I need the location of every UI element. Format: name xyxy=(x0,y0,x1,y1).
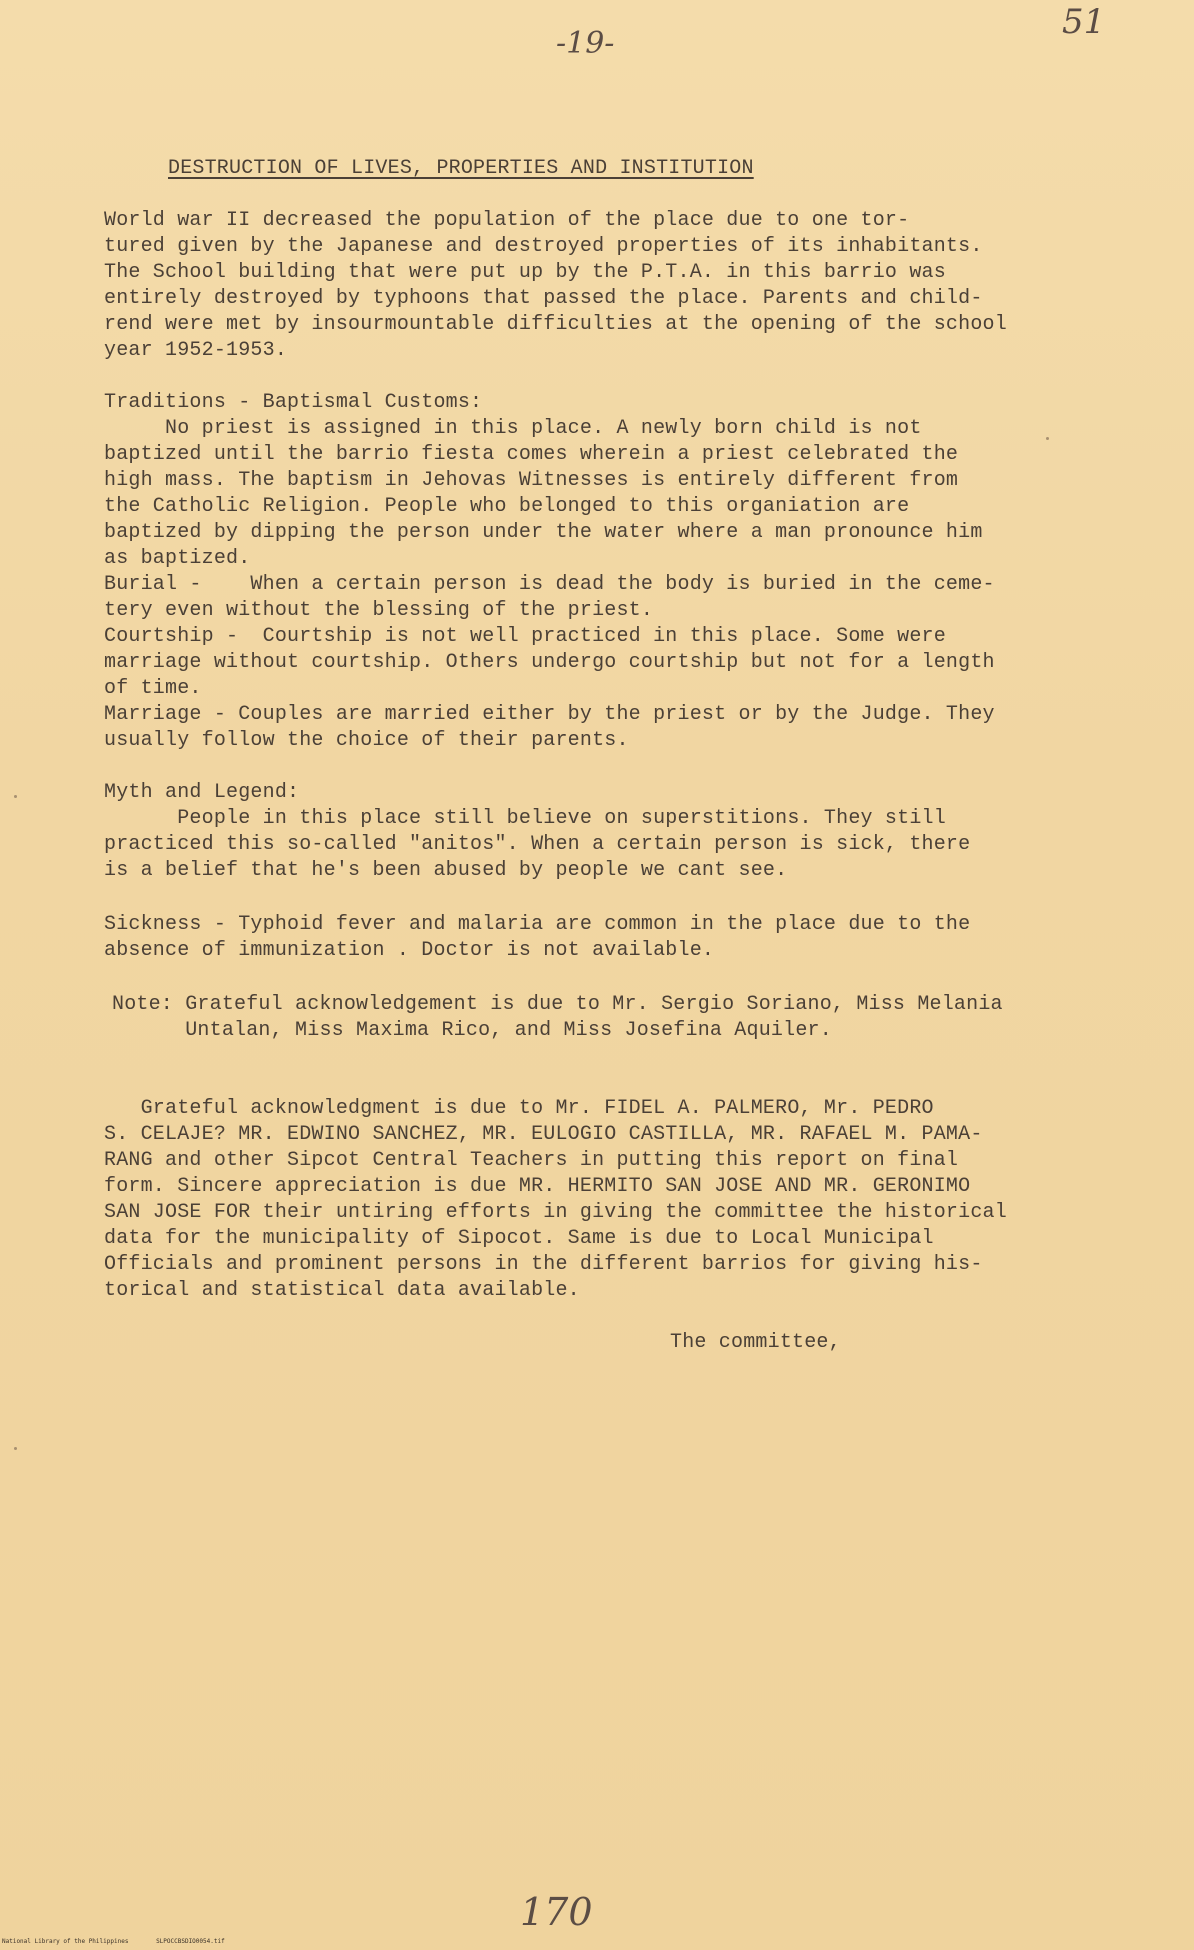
signature-line: The committee, xyxy=(670,1331,841,1354)
corner-mark: 51 xyxy=(1062,2,1106,42)
myth-legend-section: Myth and Legend: People in this place still believe on superstitions. They still practiced this so-called "anitos". When a certain person is sick, there is a belief that he's been abused by people we cant see. xyxy=(104,781,971,882)
acknowledgement-note: Note: Grateful acknowledgement is due to Mr. Sergio Soriano, Miss Melania Untalan, Miss Maxima Rico, and Miss Josefina Aquiler. xyxy=(112,993,1003,1042)
scan-footer xyxy=(2,1938,249,1945)
page-number-bottom: 170 xyxy=(520,1890,593,1934)
traditions-section: Traditions - Baptismal Customs: No priest is assigned in this place. A newly born child is not baptized until the barrio fiesta comes wherein a priest celebrated the high mass. The baptism in Jehovas Witnesses is entirely different from the Catholic Religion. People who belonged to this organiation are baptized by dipping the person under the water where a man pronounce him as baptized. Burial - When a certain person is dead the body is buried in the ceme- tery even without the blessing of the priest. Courtship - Courtship is not well practiced in this place. Some were marriage without courtship. Others undergo courtship but not for a length of time. Marriage - Couples are married either by the priest or by the Judge. They usually follow the choice of their parents. xyxy=(104,391,995,752)
footer-file-id: SLPOCCBSDIO0054.tif xyxy=(156,1938,225,1945)
acknowledgement-paragraph: Grateful acknowledgment is due to Mr. FIDEL A. PALMERO, Mr. PEDRO S. CELAJE? MR. EDWINO SANCHEZ, MR. EULOGIO CASTILLA, MR. RAFAEL M. PAMA- RANG and other Sipcot Central Teachers in putting this report on final form. Sincere appreciation is due MR. HERMITO SAN JOSE AND MR. GERONIMO SAN JOSE FOR their untiring efforts in giving the committee the historical data for the municipality of Sipocot. Same is due to Local Municipal Officials and prominent persons in the different barrios for giving his- torical and statistical data available. xyxy=(104,1097,1007,1302)
sickness-section: Sickness - Typhoid fever and malaria are common in the place due to the absence of immunization . Doctor is not available. xyxy=(104,913,971,962)
paper-speck xyxy=(1046,437,1049,440)
document-title: DESTRUCTION OF LIVES, PROPERTIES AND INSTITUTION xyxy=(168,157,754,180)
page-number-top: -19- xyxy=(556,26,615,61)
footer-library: National Library of the Philippines xyxy=(2,1938,129,1945)
paper-speck xyxy=(14,795,17,798)
paper-speck xyxy=(14,1447,17,1450)
intro-paragraph: World war II decreased the population of the place due to one tor- tured given by the Japanese and destroyed properties of its inhabitants. The School building that were put up by the P.T.A. in this barrio was entirely destroyed by typhoons that passed the place. Parents and child- rend were met by insourmountable difficulties at the opening of the school year 1952-1953. xyxy=(104,209,1007,362)
